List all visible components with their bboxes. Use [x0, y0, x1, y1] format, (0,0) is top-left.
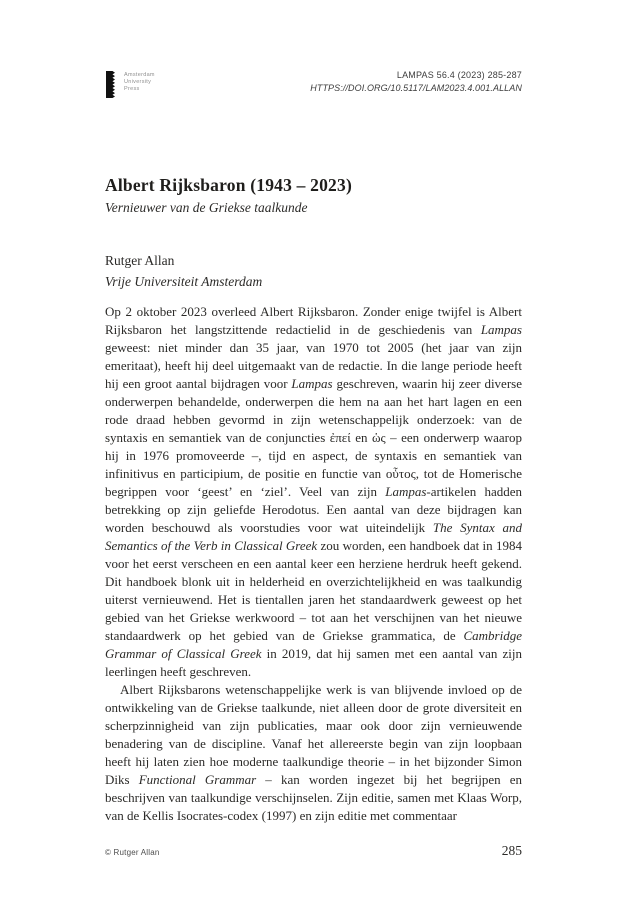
copyright-notice: © Rutger Allan — [105, 848, 160, 857]
publisher-name-line: Press — [124, 86, 140, 92]
journal-citation: LAMPAS 56.4 (2023) 285-287 — [396, 70, 522, 80]
author-block — [105, 250, 522, 292]
publisher-name — [124, 69, 155, 93]
doi-text: HTTPS://DOI.ORG/10.5117/LAM2023.4.001.ALLAN — [310, 83, 522, 93]
body-paragraph-1: Op 2 oktober 2023 overleed Albert Rijksbaron. Zonder enige twijfel is Albert Rijksbaron het langstzittende redactielid in de geschiedenis van Lampas geweest: niet minder dan 35 jaar, van 1970 tot 2005 (het jaar van zijn emeritaat), heeft hij deel uitgemaakt van de redactie. In die lange periode heeft hij een groot aantal bijdragen voor Lampas geschreven, waarin hij zeer diverse onderwerpen behandelde, onderwerpen die hem na aan het hart lagen en een rode draad hebben gevormd in zijn wetenschappelijk onderzoek: van de syntaxis en semantiek van de conjuncties ἐπεί en ὡς – een onderwerp waarop hij in 1976 promoveerde –, tijd en aspect, de syntaxis en semantiek van infinitivus en participium, de positie en functie van οὗτος, tot de Homerische begrippen voor ‘geest’ en ‘ziel’. Veel van zijn Lampas-artikelen hadden betrekking op zijn geliefde Herodotus. Een aantal van deze bijdragen kan worden beschouwd als voorstudies voor wat uiteindelijk The Syntax and Semantics of the Verb in Classical Greek zou worden, een handboek dat in 1984 voor het eerst verscheen en een aantal keer een herziene herdruk heeft gekend. Dit handboek blonk uit in helderheid en overzichtelijkheid en was taalkundig uiterst vernieuwend. Het is tientallen jaren het standaardwerk geweest op het gebied van het Griekse werkwoord – tot aan het verschijnen van het nieuwe standaardwerk op het gebied van de Griekse grammatica, de Cambridge Grammar of Classical Greek in 2019, dat hij samen met een aantal van zijn leerlingen heeft geschreven. — [105, 304, 522, 679]
page-number: 285 — [501, 843, 522, 858]
publisher-logo — [106, 69, 155, 98]
article-header — [105, 174, 522, 292]
page-footer — [105, 843, 522, 859]
author-affiliation: Vrije Universiteit Amsterdam — [105, 274, 263, 289]
publisher-name-line: Amsterdam — [124, 72, 155, 78]
journal-masthead — [106, 69, 522, 98]
publisher-name-line: University — [124, 79, 152, 85]
article-subtitle: Vernieuwer van de Griekse taalkunde — [105, 200, 308, 215]
article-body — [105, 303, 522, 825]
body-paragraph-2: Albert Rijksbarons wetenschappelijke werk is van blijvende invloed op de ontwikkeling van de Griekse taalkunde, niet alleen door de grote diversiteit en scherpzinnigheid van zijn publicaties, maar ook door zijn vernieuwende benadering van de discipline. Vanaf het allereerste begin van zijn loopbaan heeft hij laten zien hoe moderne taalkundige theorie – in het bijzonder Simon Diks Functional Grammar – kan worden ingezet bij het begrijpen en beschrijven van taalkundige verschijnselen. Zijn editie, samen met Klaas Worp, van de Kellis Isocrates-codex (1997) en zijn editie met commentaar — [105, 682, 522, 823]
article-title: Albert Rijksbaron (1943 – 2023) — [105, 175, 352, 195]
citation-block — [310, 69, 522, 95]
author-name: Rutger Allan — [105, 253, 175, 268]
aup-logo-icon — [106, 71, 115, 98]
